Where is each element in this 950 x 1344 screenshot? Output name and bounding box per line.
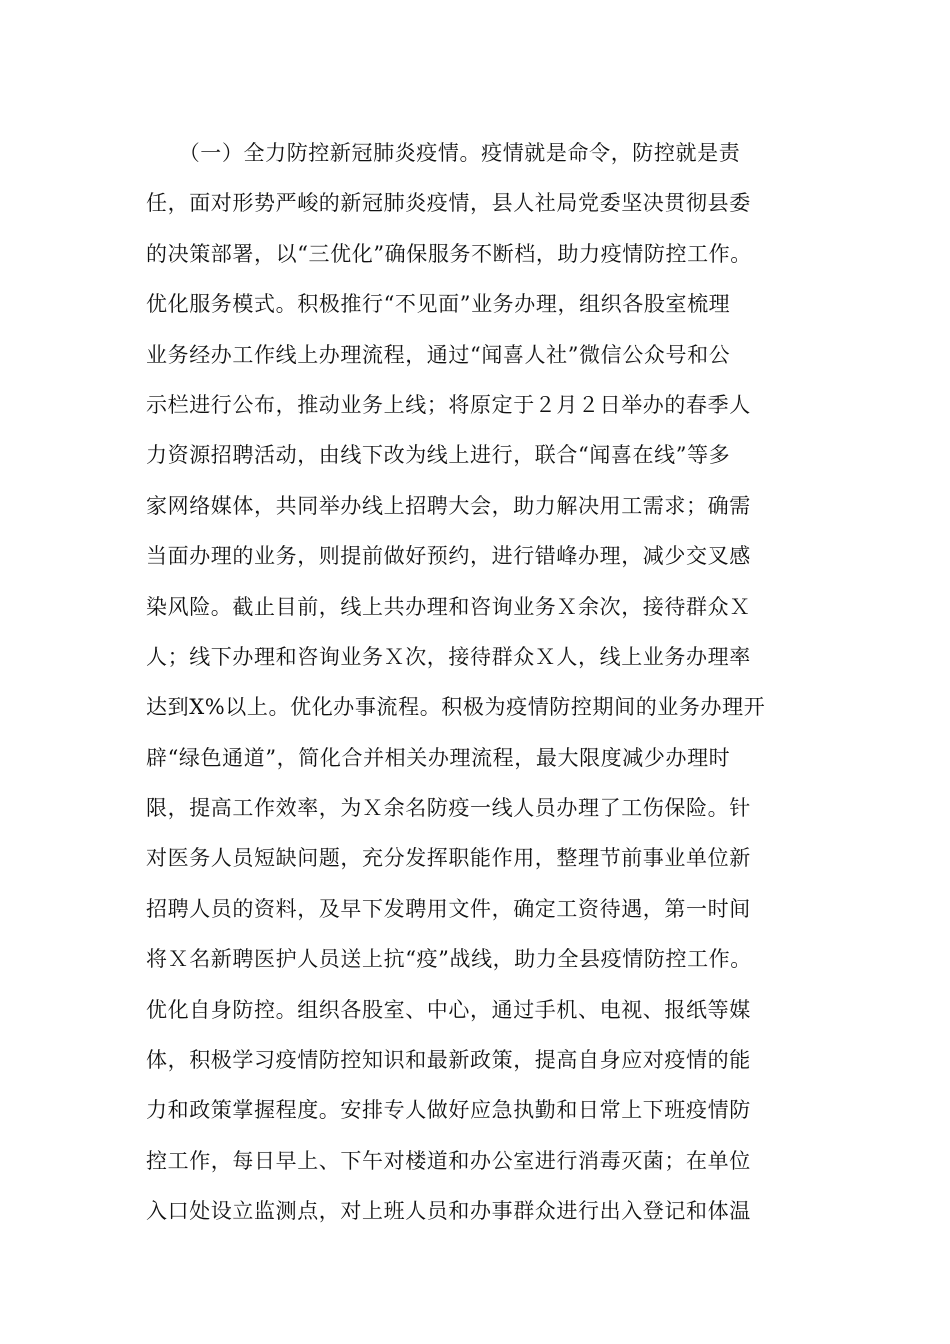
paragraph-line: 限，提高工作效率，为Ｘ余名防疫一线人员办理了工伤保险。针 <box>146 796 751 821</box>
paragraph-line: 控工作，每日早上、下午对楼道和办公室进行消毒灭菌；在单位 <box>146 1148 751 1173</box>
paragraph-line: 体，积极学习疫情防控知识和最新政策，提高自身应对疫情的能 <box>146 1048 751 1073</box>
paragraph-line: 达到X%以上。优化办事流程。积极为疫情防控期间的业务办理开 <box>146 695 766 720</box>
paragraph-line: 人；线下办理和咨询业务Ｘ次，接待群众Ｘ人，线上业务办理率 <box>146 644 751 669</box>
paragraph-line: 招聘人员的资料，及早下发聘用文件，确定工资待遇，第一时间 <box>146 896 751 921</box>
paragraph-line: 家网络媒体，共同举办线上招聘大会，助力解决用工需求；确需 <box>146 493 751 518</box>
paragraph-line: 力资源招聘活动，由线下改为线上进行，联合“闻喜在线”等多 <box>146 443 731 468</box>
paragraph-line: 入口处设立监测点，对上班人员和办事群众进行出入登记和体温 <box>146 1199 751 1224</box>
paragraph-line: 优化自身防控。组织各股室、中心，通过手机、电视、报纸等媒 <box>146 997 751 1022</box>
paragraph-line: 当面办理的业务，则提前做好预约，进行错峰办理，减少交叉感 <box>146 544 751 569</box>
paragraph-line: 的决策部署，以“三优化”确保服务不断档，助力疫情防控工作。 <box>146 241 752 266</box>
body-paragraph <box>146 128 826 1237</box>
paragraph-line: 业务经办工作线上办理流程，通过“闻喜人社”微信公众号和公 <box>146 342 731 367</box>
paragraph-line: 示栏进行公布，推动业务上线；将原定于２月２日举办的春季人 <box>146 392 751 417</box>
paragraph-line: （一）全力防控新冠肺炎疫情。疫情就是命令，防控就是责 <box>146 141 741 165</box>
paragraph-line: 辟“绿色通道”，简化合并相关办理流程，最大限度减少办理时 <box>146 745 731 770</box>
paragraph-line: 对医务人员短缺问题，充分发挥职能作用，整理节前事业单位新 <box>146 846 751 871</box>
paragraph-line: 任，面对形势严峻的新冠肺炎疫情，县人社局党委坚决贯彻县委 <box>146 191 751 216</box>
paragraph-line: 力和政策掌握程度。安排专人做好应急执勤和日常上下班疫情防 <box>146 1098 751 1123</box>
paragraph-line: 将Ｘ名新聘医护人员送上抗“疫”战线，助力全县疫情防控工作。 <box>146 947 752 972</box>
paragraph-line: 优化服务模式。积极推行“不见面”业务办理，组织各股室梳理 <box>146 292 731 317</box>
paragraph-line: 染风险。截止目前，线上共办理和咨询业务Ｘ余次，接待群众Ｘ <box>146 594 751 619</box>
